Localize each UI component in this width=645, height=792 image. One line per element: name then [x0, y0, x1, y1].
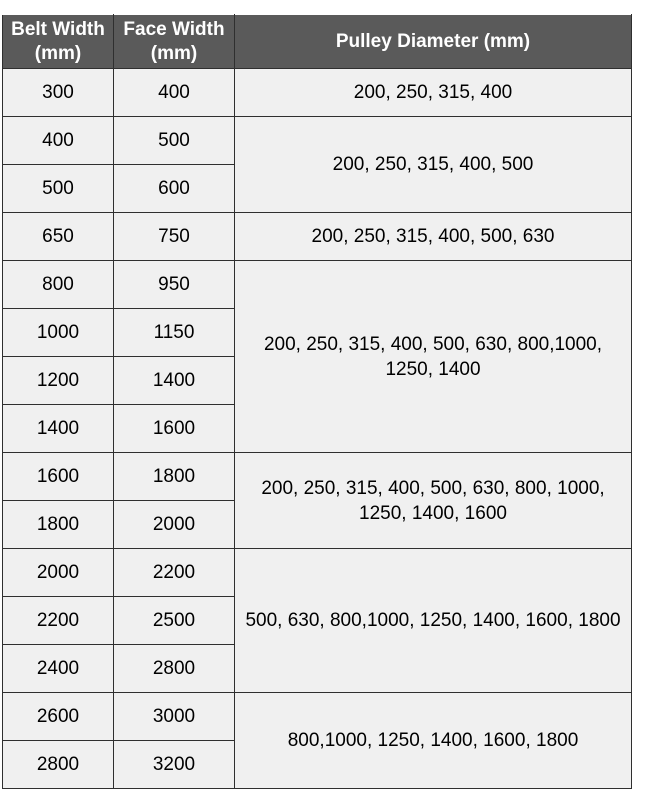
belt-width-cell: 400	[3, 117, 114, 165]
face-width-cell: 1800	[114, 453, 235, 501]
pulley-diameter-cell: 200, 250, 315, 400, 500, 630, 800, 1000, 1250, 1400, 1600	[235, 453, 632, 549]
table-header-row	[3, 15, 632, 69]
face-width-cell: 500	[114, 117, 235, 165]
pulley-diameter-cell: 200, 250, 315, 400, 500, 630, 800,1000, 1250, 1400	[235, 261, 632, 453]
face-width-cell: 2800	[114, 645, 235, 693]
table-row	[3, 549, 632, 597]
belt-width-cell: 1200	[3, 357, 114, 405]
table-row	[3, 213, 632, 261]
table-row	[3, 693, 632, 741]
face-width-cell: 950	[114, 261, 235, 309]
pulley-diameter-cell: 200, 250, 315, 400, 500, 630	[235, 213, 632, 261]
header-belt-width: Belt Width (mm)	[3, 15, 114, 69]
belt-width-cell: 1400	[3, 405, 114, 453]
face-width-cell: 3000	[114, 693, 235, 741]
pulley-diameter-cell: 800,1000, 1250, 1400, 1600, 1800	[235, 693, 632, 789]
table-row	[3, 453, 632, 501]
table-row	[3, 261, 632, 309]
belt-width-cell: 1600	[3, 453, 114, 501]
face-width-cell: 1400	[114, 357, 235, 405]
table-row	[3, 69, 632, 117]
face-width-cell: 750	[114, 213, 235, 261]
belt-width-cell: 2600	[3, 693, 114, 741]
face-width-cell: 2200	[114, 549, 235, 597]
belt-width-cell: 300	[3, 69, 114, 117]
belt-width-cell: 2200	[3, 597, 114, 645]
table-row	[3, 117, 632, 165]
face-width-cell: 2000	[114, 501, 235, 549]
header-face-width: Face Width (mm)	[114, 15, 235, 69]
face-width-cell: 1150	[114, 309, 235, 357]
face-width-cell: 400	[114, 69, 235, 117]
face-width-cell: 3200	[114, 741, 235, 789]
face-width-cell: 1600	[114, 405, 235, 453]
belt-width-cell: 1000	[3, 309, 114, 357]
header-pulley-diameter: Pulley Diameter (mm)	[235, 15, 632, 69]
belt-width-cell: 2000	[3, 549, 114, 597]
face-width-cell: 600	[114, 165, 235, 213]
pulley-diameter-cell: 500, 630, 800,1000, 1250, 1400, 1600, 1800	[235, 549, 632, 693]
belt-width-cell: 1800	[3, 501, 114, 549]
pulley-spec-table	[2, 14, 632, 789]
face-width-cell: 2500	[114, 597, 235, 645]
belt-width-cell: 2800	[3, 741, 114, 789]
belt-width-cell: 650	[3, 213, 114, 261]
pulley-diameter-cell: 200, 250, 315, 400	[235, 69, 632, 117]
belt-width-cell: 2400	[3, 645, 114, 693]
belt-width-cell: 800	[3, 261, 114, 309]
pulley-diameter-cell: 200, 250, 315, 400, 500	[235, 117, 632, 213]
belt-width-cell: 500	[3, 165, 114, 213]
